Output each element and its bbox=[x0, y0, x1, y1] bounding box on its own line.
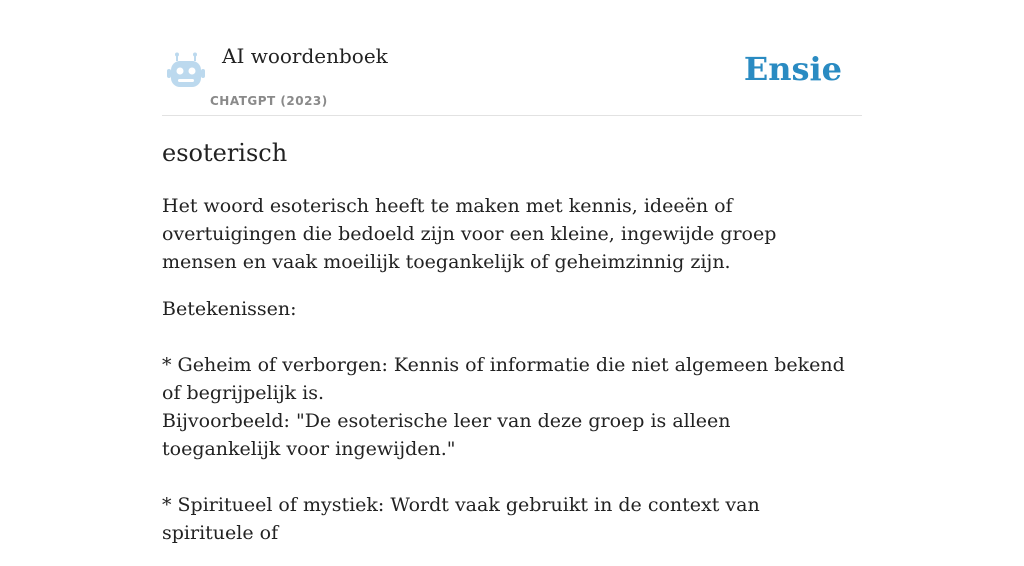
meaning-2-line: * Spiritueel of mystiek: Wordt vaak gebruikt in de context van spirituele of bbox=[162, 494, 760, 544]
meanings-heading: Betekenissen: bbox=[162, 298, 297, 320]
robot-icon bbox=[166, 52, 206, 90]
page-container bbox=[162, 0, 862, 544]
ensie-logo[interactable]: Ensie bbox=[743, 50, 842, 88]
source-meta: CHATGPT (2023) bbox=[210, 94, 328, 108]
definition-text: Het woord esoterisch heeft te maken met kennis, ideeën of overtuigingen die bedoeld zijn voor een kleine, ingewijde groep mensen en vaak moeilijk toegankelijk of geheimzinnig zijn. bbox=[162, 195, 777, 273]
entry-term: esoterisch bbox=[162, 139, 288, 167]
meaning-1-example: Bijvoorbeeld: "De esoterische leer van deze groep is alleen toegankelijk voor ingewijden." bbox=[162, 410, 731, 460]
entry-header bbox=[162, 0, 862, 116]
source-name[interactable]: AI woordenboek bbox=[222, 44, 388, 68]
meaning-1-line: * Geheim of verborgen: Kennis of informatie die niet algemeen bekend of begrijpelijk is. bbox=[162, 354, 845, 404]
entry-content bbox=[162, 192, 852, 566]
